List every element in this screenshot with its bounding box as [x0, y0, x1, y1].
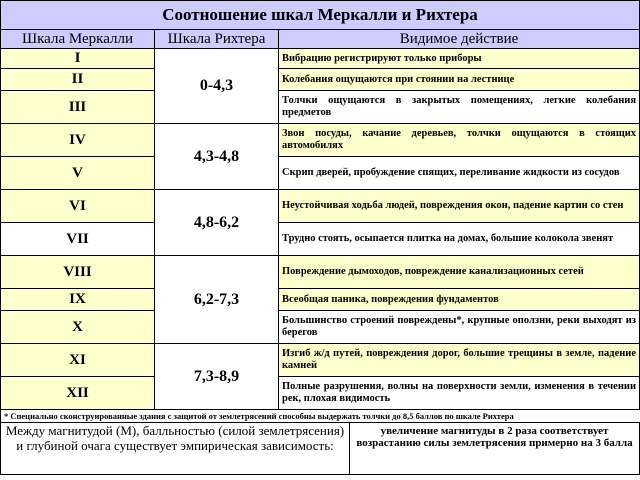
- mercalli-level: VIII: [1, 256, 155, 289]
- mercalli-level: II: [1, 69, 155, 91]
- effect-description: Вибрацию регистрируют только приборы: [279, 49, 640, 69]
- effect-description: Трудно стоять, осыпается плитка на домах, большие колокола звенят: [279, 223, 640, 256]
- effect-description: Скрип дверей, пробуждение спящих, переливание жидкости из сосудов: [279, 157, 640, 190]
- effect-description: Колебания ощущаются при стоянии на лестнице: [279, 69, 640, 91]
- mercalli-level: IX: [1, 289, 155, 311]
- mercalli-level: XI: [1, 344, 155, 377]
- magnitude-relation-text: Между магнитудой (М), балльностью (силой землетрясения) и глубиной очага существует эмпирическая зависимость:: [1, 423, 350, 475]
- mercalli-level: VI: [1, 190, 155, 223]
- effect-description: Большинство строений повреждены*, крупные оползни, реки выходят из берегов: [279, 311, 640, 344]
- effect-description: Толчки ощущаются в закрытых помещениях, легкие колебания предметов: [279, 91, 640, 124]
- mercalli-level: III: [1, 91, 155, 124]
- header-effect: Видимое действие: [279, 30, 640, 49]
- header-mercalli: Шкала Меркалли: [1, 30, 155, 49]
- effect-description: Всеобщая паника, повреждения фундаментов: [279, 289, 640, 311]
- richter-range: 4,8-6,2: [155, 190, 279, 256]
- richter-range: 0-4,3: [155, 49, 279, 124]
- richter-range: 6,2-7,3: [155, 256, 279, 344]
- mercalli-level: IV: [1, 124, 155, 157]
- richter-range: 4,3-4,8: [155, 124, 279, 190]
- magnitude-rule-text: увеличение магнитуды в 2 раза соответствует возрастанию силы землетрясения примерно на 3 балла: [350, 423, 640, 475]
- mercalli-level: V: [1, 157, 155, 190]
- effect-description: Неустойчивая ходьба людей, повреждения окон, падение картин со стен: [279, 190, 640, 223]
- footnote: * Специально сконструированные здания с защитой от землетрясений способны выдержать толчки до 8,5 баллов по шкале Рихтера: [1, 410, 640, 423]
- table-title: Соотношение шкал Меркалли и Рихтера: [1, 1, 640, 30]
- richter-range: 7,3-8,9: [155, 344, 279, 410]
- bottom-note-table: [0, 422, 640, 475]
- mercalli-level: XII: [1, 377, 155, 410]
- mercalli-level: X: [1, 311, 155, 344]
- effect-description: Полные разрушения, волны на поверхности земли, изменения в течении рек, плохая видимость: [279, 377, 640, 410]
- mercalli-level: I: [1, 49, 155, 69]
- header-richter: Шкала Рихтера: [155, 30, 279, 49]
- effect-description: Повреждение дымоходов, повреждение канализационных сетей: [279, 256, 640, 289]
- mercalli-level: VII: [1, 223, 155, 256]
- effect-description: Звон посуды, качание деревьев, толчки ощущаются в стоящих автомобилях: [279, 124, 640, 157]
- effect-description: Изгиб ж/д путей, повреждения дорог, большие трещины в земле, падение камней: [279, 344, 640, 377]
